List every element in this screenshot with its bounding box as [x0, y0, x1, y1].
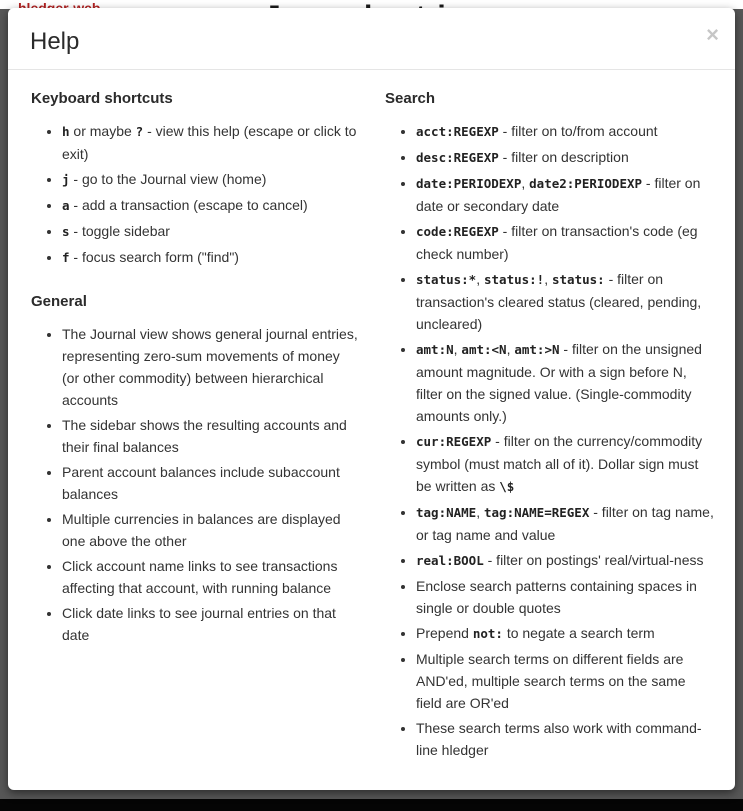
list-item	[62, 120, 360, 165]
section-search	[384, 90, 714, 761]
text-run: ,	[521, 175, 530, 191]
text-run: ,	[476, 271, 484, 287]
modal-header	[8, 8, 735, 70]
list-item	[62, 246, 360, 269]
code-token: \$	[499, 479, 515, 494]
help-modal	[8, 8, 735, 790]
code-token: date:PERIODEXP	[416, 176, 522, 191]
text-run: to negate a search term	[502, 625, 655, 641]
text-run: - focus search form ("find")	[69, 249, 239, 265]
code-token: tag:NAME	[416, 505, 477, 520]
text-run: The sidebar shows the resulting accounts and their final balances	[62, 417, 347, 455]
code-token: status:!	[484, 272, 545, 287]
section-keyboard-shortcuts	[30, 90, 360, 269]
list-item	[62, 508, 360, 552]
text-run: - filter on description	[498, 149, 629, 165]
list-item	[416, 220, 714, 265]
code-token: amt:N	[416, 342, 454, 357]
text-run: - filter on the currency/commodity symbol (must match all of it). Dollar sign must be written as	[416, 433, 703, 494]
text-run: Multiple currencies in balances are displayed one above the other	[62, 511, 341, 549]
keyboard-shortcuts-list	[30, 120, 360, 269]
list-item	[62, 414, 360, 458]
text-run: Enclose search patterns containing spaces in single or double quotes	[416, 578, 697, 616]
text-run: ,	[506, 341, 515, 357]
list-item	[416, 146, 714, 169]
code-token: ?	[135, 124, 144, 139]
text-run: - filter on the unsigned amount magnitude. Or with a sign before N, filter on the signed value. (Single-commodity amounts only.)	[416, 341, 702, 424]
code-token: acct:REGEXP	[416, 124, 499, 139]
code-token: amt:>N	[514, 342, 560, 357]
list-item	[62, 461, 360, 505]
code-token: status:*	[416, 272, 477, 287]
list-item	[416, 549, 714, 572]
list-item	[416, 648, 714, 714]
text-run: Click account name links to see transactions affecting that account, with running balance	[62, 558, 338, 596]
text-run: or maybe	[69, 123, 136, 139]
text-run: - filter on postings' real/virtual-ness	[483, 552, 704, 568]
list-item	[416, 430, 714, 498]
text-run: Parent account balances include subaccount balances	[62, 464, 340, 502]
text-run: Click date links to see journal entries on that date	[62, 605, 336, 643]
list-item	[62, 220, 360, 243]
text-run: ,	[453, 341, 462, 357]
list-item	[62, 555, 360, 599]
section-heading-keyboard-shortcuts: Keyboard shortcuts	[31, 90, 173, 107]
text-run: - filter on date or secondary date	[416, 175, 701, 214]
code-token: a	[62, 198, 70, 213]
code-token: f	[62, 250, 70, 265]
text-run: - filter on transaction's cleared status (cleared, pending, uncleared)	[416, 271, 702, 332]
code-token: date2:PERIODEXP	[529, 176, 643, 191]
list-item	[62, 602, 360, 646]
list-item	[416, 120, 714, 143]
left-column	[30, 90, 360, 785]
list-item	[62, 323, 360, 411]
text-run: Prepend	[416, 625, 473, 641]
list-item	[416, 575, 714, 619]
code-token: tag:NAME=REGEX	[484, 505, 590, 520]
text-run: The Journal view shows general journal entries, representing zero-sum movements of money (or other commodity) between hierarchical accounts	[62, 326, 358, 408]
text-run: - filter on transaction's code (eg check number)	[416, 223, 698, 262]
list-item	[416, 717, 714, 761]
general-list	[30, 323, 360, 646]
list-item	[62, 168, 360, 191]
code-token: not:	[472, 626, 503, 641]
list-item	[416, 501, 714, 546]
text-run: These search terms also work with command-line hledger	[416, 720, 702, 758]
code-token: h	[62, 124, 70, 139]
text-run: - filter on tag name, or tag name and value	[416, 504, 714, 543]
code-token: status:	[552, 272, 605, 287]
text-run: - toggle sidebar	[69, 223, 170, 239]
code-token: s	[62, 224, 70, 239]
code-token: amt:<N	[461, 342, 507, 357]
text-run: Multiple search terms on different fields are AND'ed, multiple search terms on the same field are OR'ed	[416, 651, 686, 711]
text-run: - add a transaction (escape to cancel)	[69, 197, 308, 213]
section-general	[30, 293, 360, 646]
list-item	[416, 338, 714, 427]
list-item	[416, 622, 714, 645]
list-item	[416, 172, 714, 217]
modal-title: Help	[30, 28, 80, 55]
text-run: ,	[476, 504, 484, 520]
code-token: j	[62, 172, 70, 187]
modal-body	[8, 70, 735, 805]
code-token: desc:REGEXP	[416, 150, 499, 165]
right-column	[384, 90, 714, 785]
search-list	[384, 120, 714, 761]
text-run: ,	[544, 271, 552, 287]
close-button[interactable]: ×	[706, 22, 719, 47]
text-run: - filter on to/from account	[498, 123, 658, 139]
text-run: - go to the Journal view (home)	[69, 171, 267, 187]
text-run: - view this help (escape or click to exit)	[62, 123, 357, 162]
list-item	[62, 194, 360, 217]
code-token: code:REGEXP	[416, 224, 499, 239]
section-heading-general: General	[31, 293, 87, 310]
code-token: cur:REGEXP	[416, 434, 492, 449]
list-item	[416, 268, 714, 335]
section-heading-search: Search	[385, 90, 436, 107]
code-token: real:BOOL	[416, 553, 484, 568]
